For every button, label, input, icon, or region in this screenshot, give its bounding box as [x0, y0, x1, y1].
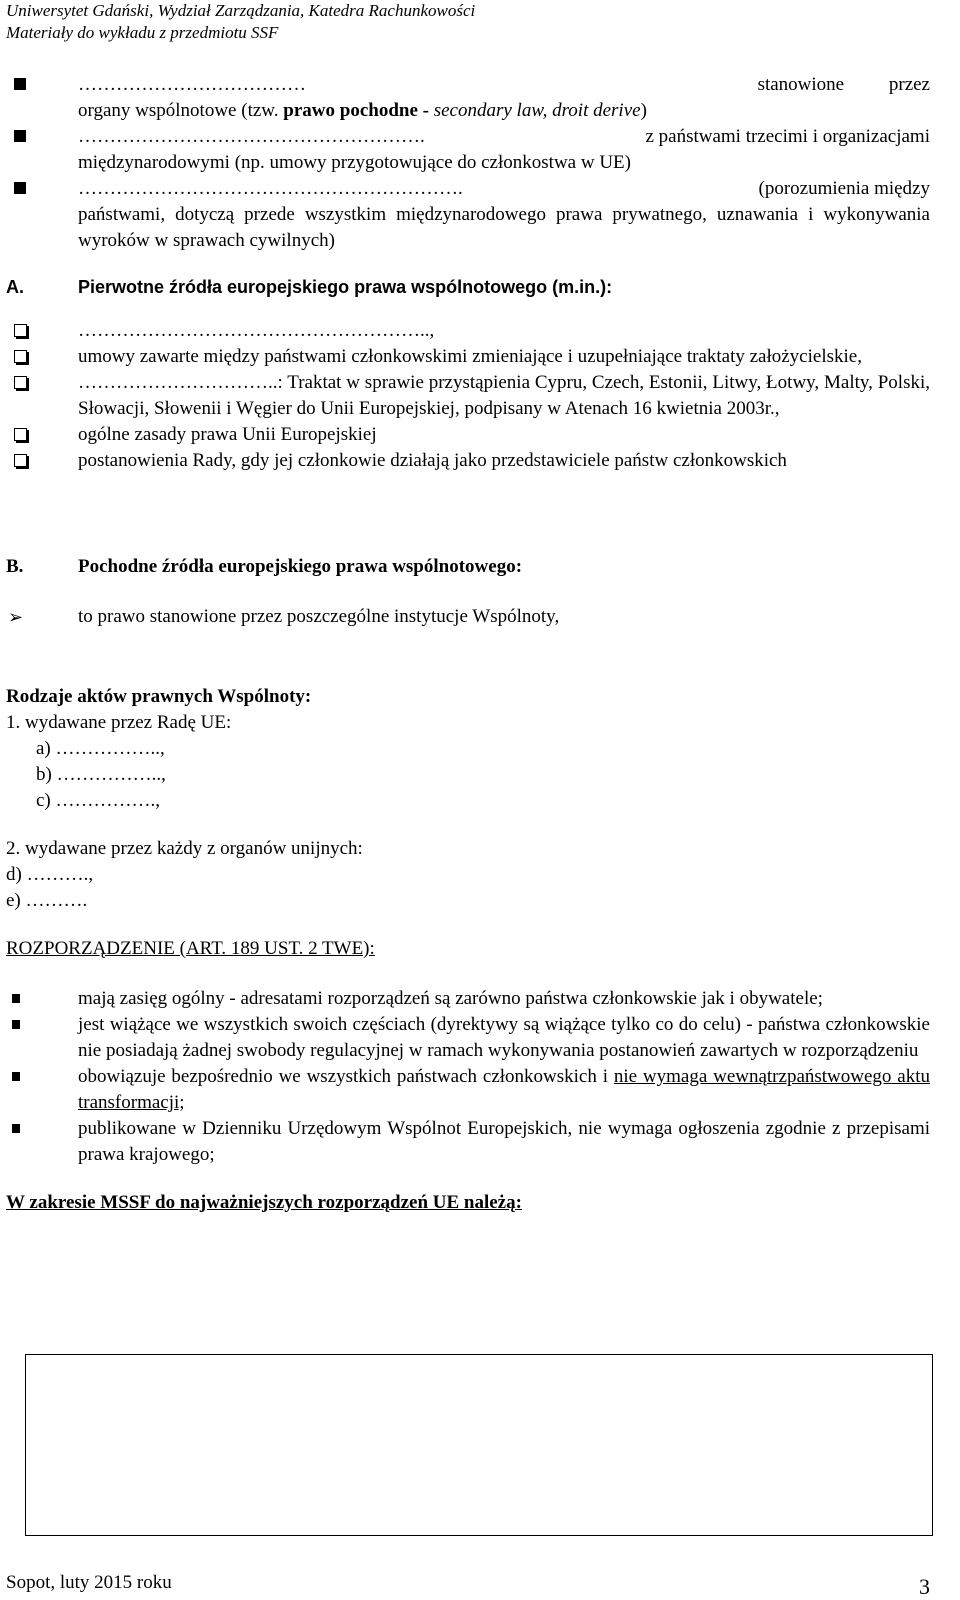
acts-item-c: c) …………….,	[36, 790, 161, 811]
section-a-item-1	[6, 318, 930, 344]
regulation-item-underlined: nie wymaga wewnątrzpaństwowego aktu transformacji;	[78, 1066, 930, 1113]
bullet-1-bold: prawo pochodne -	[283, 100, 434, 121]
section-a-letter: A.	[6, 277, 24, 297]
bullet-3-text: państwami, dotyczą przede wszystkim międzynarodowego prawa prywatnego, uznawania i wykonywania wyroków w sprawach cywilnych)	[78, 204, 930, 251]
square-bullet-icon	[14, 130, 26, 142]
section-a-heading	[6, 274, 930, 300]
intro-bullet-2	[6, 124, 930, 176]
notes-box	[25, 1354, 933, 1536]
section-a-item-text: umowy zawarte między państwami członkowskimi zmieniające i uzupełniające traktaty założycielskie,	[78, 346, 862, 367]
bullet-2-text: międzynarodowymi (np. umowy przygotowujące do członkostwa w UE)	[78, 152, 631, 173]
section-a-item-2	[6, 344, 930, 370]
small-square-bullet-icon	[12, 1072, 20, 1081]
square-bullet-icon	[14, 182, 26, 194]
regulation-item-3	[6, 1064, 930, 1116]
blank-dots: ………………………………	[78, 74, 306, 95]
header-line-1: Uniwersytet Gdański, Wydział Zarządzania, Katedra Rachunkowości	[6, 1, 476, 20]
section-b-heading	[6, 554, 930, 580]
bullet-1-italic: secondary law, droit derive	[433, 100, 641, 121]
bullet-2-right: z państwami trzecimi i organizacjami	[645, 126, 930, 147]
arrow-bullet-icon: ➢	[8, 607, 24, 628]
bullet-1-end: )	[640, 100, 647, 121]
acts-group-1: 1. wydawane przez Radę UE:	[6, 712, 232, 733]
bullet-1-right: stanowione przez	[757, 74, 930, 95]
section-a-item-text: ………………………………………………..,	[78, 320, 435, 341]
page-number: 3	[919, 1574, 930, 1599]
regulation-item-text: obowiązuje bezpośrednio we wszystkich państwach członkowskich i	[78, 1066, 614, 1087]
checkbox-bullet-icon	[14, 350, 27, 363]
header-line-2: Materiały do wykładu z przedmiotu SSF	[6, 23, 279, 42]
acts-item-b: b) ……………..,	[36, 764, 166, 785]
section-a-list	[6, 318, 930, 474]
regulation-list	[6, 986, 930, 1168]
regulation-item-text: mają zasięg ogólny - adresatami rozporządzeń są zarówno państwa członkowskie jak i obywatele;	[78, 988, 823, 1009]
section-a-item-3	[6, 370, 930, 422]
bullet-1-text: organy wspólnotowe (tzw.	[78, 100, 284, 121]
section-a-title: Pierwotne źródła europejskiego prawa wspólnotowego (m.in.):	[78, 277, 613, 297]
acts-title: Rodzaje aktów prawnych Wspólnoty:	[6, 686, 312, 707]
section-b-title: Pochodne źródła europejskiego prawa wspólnotowego:	[78, 556, 523, 577]
regulation-item-text: jest wiążące we wszystkich swoich częściach (dyrektywy są wiążące tylko co do celu) - państwa członkowskie nie posiadają żadnej swobody regulacyjnej w ramach wykonywania postanowień zawartych w rozporządzeniu	[78, 1014, 930, 1061]
section-a-item-text: postanowienia Rady, gdy jej członkowie działają jako przedstawiciele państw członkowskich	[78, 450, 787, 471]
blank-dots: …………………………………………………….	[78, 178, 463, 199]
regulation-item-4	[6, 1116, 930, 1168]
regulation-item-2	[6, 1012, 930, 1064]
document-body	[6, 72, 930, 1216]
acts-group-2: 2. wydawane przez każdy z organów unijnych:	[6, 838, 363, 859]
acts-item-d: d) ……….,	[6, 864, 94, 885]
mssf-title: W zakresie MSSF do najważniejszych rozporządzeń UE należą:	[6, 1192, 522, 1213]
checkbox-bullet-icon	[14, 324, 27, 337]
section-b-item	[6, 604, 930, 630]
intro-bullet-3	[6, 176, 930, 254]
intro-bullet-1	[6, 72, 930, 124]
checkbox-bullet-icon	[14, 454, 27, 467]
section-b-letter: B.	[6, 556, 24, 577]
section-a-item-5	[6, 448, 930, 474]
checkbox-bullet-icon	[14, 428, 27, 441]
small-square-bullet-icon	[12, 1020, 20, 1029]
acts-item-e: e) ……….	[6, 890, 88, 911]
regulation-item-1	[6, 986, 930, 1012]
section-b-item-text: to prawo stanowione przez poszczególne instytucje Wspólnoty,	[78, 606, 560, 627]
bullet-3-right: (porozumienia między	[758, 178, 930, 199]
small-square-bullet-icon	[12, 994, 20, 1003]
small-square-bullet-icon	[12, 1124, 20, 1133]
regulation-item-text: publikowane w Dzienniku Urzędowym Wspólnot Europejskich, nie wymaga ogłoszenia zgodnie z przepisami prawa krajowego;	[78, 1118, 930, 1165]
square-bullet-icon	[14, 78, 26, 90]
checkbox-bullet-icon	[14, 376, 27, 389]
blank-dots: ……………………………………………….	[78, 126, 425, 147]
footer-place-date: Sopot, luty 2015 roku	[6, 1572, 172, 1593]
page-header	[6, 0, 475, 44]
acts-item-a: a) ……………..,	[36, 738, 165, 759]
section-a-item-text: …………………………..: Traktat w sprawie przystąpienia Cypru, Czech, Estonii, Litwy, Łotwy, Malty, Polski, Słowacji, Słowenii i Węgier do Unii Europejskiej, podpisany w Atenach 16 kwietnia 2003r.,	[78, 372, 930, 419]
regulation-title: ROZPORZĄDZENIE (ART. 189 UST. 2 TWE):	[6, 938, 375, 959]
section-a-item-4	[6, 422, 930, 448]
section-a-item-text: ogólne zasady prawa Unii Europejskiej	[78, 424, 377, 445]
